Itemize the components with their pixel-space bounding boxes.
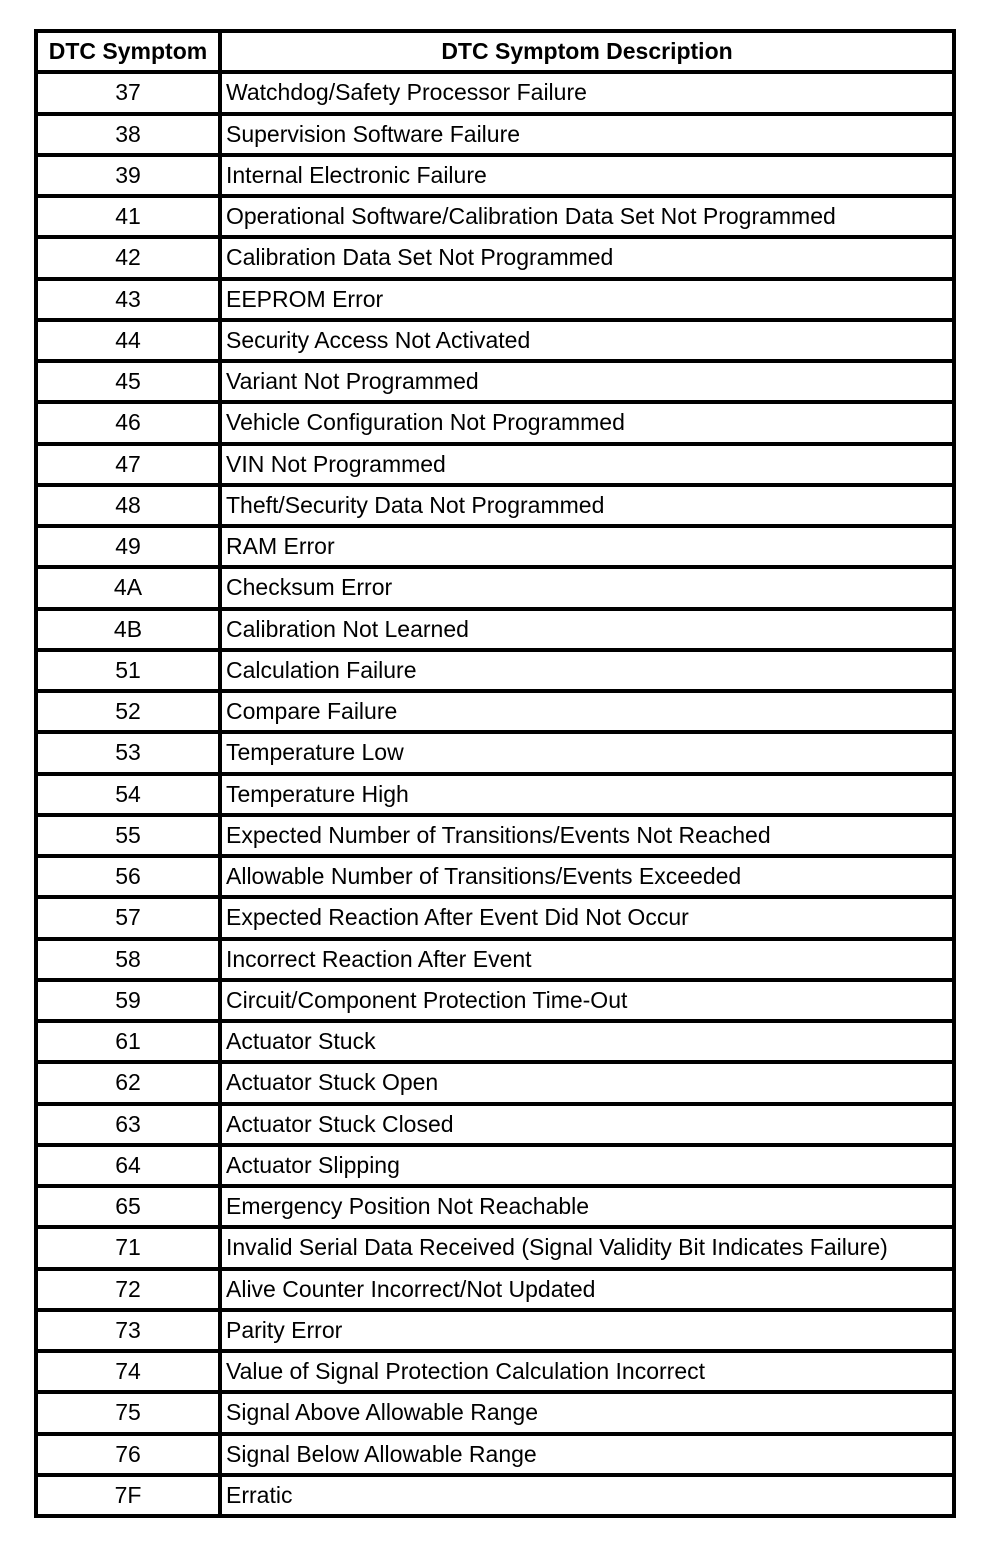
dtc-symptom-code: 44 [38,322,222,359]
dtc-symptom-description: Allowable Number of Transitions/Events Exceeded [226,863,742,890]
dtc-symptom-code: 41 [38,198,222,235]
table-row [38,895,952,936]
dtc-symptom-code: 38 [38,116,222,153]
table-row [38,1473,952,1514]
dtc-symptom-code: 56 [38,858,222,895]
dtc-symptom-description: Erratic [226,1481,293,1508]
table-row [38,813,952,854]
table-row [38,1019,952,1060]
dtc-symptom-description: Calculation Failure [226,656,417,683]
table-row [38,854,952,895]
dtc-symptom-description: Alive Counter Incorrect/Not Updated [226,1275,596,1302]
dtc-symptom-description: VIN Not Programmed [226,450,446,477]
dtc-symptom-description: Signal Above Allowable Range [226,1399,539,1426]
dtc-symptom-description: Checksum Error [226,574,393,601]
table-row [38,277,952,318]
table-row [38,112,952,153]
dtc-symptom-code: 37 [38,74,222,111]
dtc-symptom-code: 39 [38,157,222,194]
table-row [38,772,952,813]
header-dtc-symptom-description: DTC Symptom Description [441,38,733,65]
dtc-symptom-code: 62 [38,1064,222,1101]
table-row [38,70,952,111]
table-row [38,400,952,441]
dtc-symptom-code: 43 [38,281,222,318]
dtc-symptom-code: 72 [38,1271,222,1308]
dtc-symptom-description: Invalid Serial Data Received (Signal Validity Bit Indicates Failure) [226,1234,888,1261]
dtc-symptom-description: Operational Software/Calibration Data Set Not Programmed [226,203,836,230]
dtc-symptom-code: 57 [38,899,222,936]
dtc-symptom-code: 46 [38,404,222,441]
dtc-symptom-description: Theft/Security Data Not Programmed [226,491,605,518]
dtc-symptom-table [34,29,956,1518]
dtc-symptom-code: 49 [38,528,222,565]
table-row [38,1184,952,1225]
dtc-symptom-code: 52 [38,693,222,730]
dtc-symptom-code: 55 [38,817,222,854]
table-row [38,1143,952,1184]
table-row [38,318,952,359]
dtc-symptom-code: 65 [38,1188,222,1225]
dtc-symptom-description: Variant Not Programmed [226,368,479,395]
dtc-symptom-description: Emergency Position Not Reachable [226,1193,590,1220]
table-row [38,1390,952,1431]
dtc-symptom-description: EEPROM Error [226,285,384,312]
dtc-symptom-code: 71 [38,1229,222,1266]
dtc-symptom-description: Actuator Slipping [226,1151,400,1178]
dtc-symptom-code: 61 [38,1023,222,1060]
dtc-symptom-description: Actuator Stuck Open [226,1069,439,1096]
dtc-symptom-code: 47 [38,446,222,483]
dtc-symptom-description: Temperature High [226,780,409,807]
header-dtc-symptom: DTC Symptom [38,33,222,70]
dtc-symptom-code: 42 [38,239,222,276]
table-row [38,1308,952,1349]
dtc-symptom-code: 45 [38,363,222,400]
table-row [38,565,952,606]
dtc-symptom-description: Vehicle Configuration Not Programmed [226,409,625,436]
dtc-symptom-description: Expected Number of Transitions/Events Not Reached [226,821,771,848]
table-row [38,1060,952,1101]
dtc-symptom-description: Parity Error [226,1316,343,1343]
table-row [38,1267,952,1308]
table-row [38,524,952,565]
table-row [38,607,952,648]
dtc-symptom-code: 76 [38,1436,222,1473]
dtc-symptom-code: 7F [38,1477,222,1514]
dtc-symptom-code: 4B [38,611,222,648]
dtc-symptom-description: Watchdog/Safety Processor Failure [226,79,587,106]
table-header-row [38,33,952,70]
table-row [38,730,952,771]
dtc-symptom-code: 59 [38,982,222,1019]
table-row [38,194,952,235]
table-row [38,153,952,194]
table-row [38,1225,952,1266]
dtc-symptom-code: 75 [38,1394,222,1431]
dtc-symptom-description: Temperature Low [226,739,404,766]
dtc-symptom-code: 48 [38,487,222,524]
table-row [38,978,952,1019]
dtc-symptom-code: 74 [38,1353,222,1390]
table-row [38,1102,952,1143]
dtc-symptom-code: 51 [38,652,222,689]
dtc-symptom-description: Value of Signal Protection Calculation Incorrect [226,1358,706,1385]
dtc-symptom-description: Incorrect Reaction After Event [226,945,532,972]
dtc-symptom-description: Compare Failure [226,698,398,725]
dtc-symptom-description: Signal Below Allowable Range [226,1440,537,1467]
dtc-symptom-description: Internal Electronic Failure [226,161,487,188]
dtc-symptom-description: Circuit/Component Protection Time-Out [226,986,628,1013]
dtc-symptom-description: RAM Error [226,533,335,560]
dtc-symptom-description: Actuator Stuck [226,1028,376,1055]
table-row [38,442,952,483]
dtc-symptom-code: 4A [38,569,222,606]
dtc-symptom-description: Actuator Stuck Closed [226,1110,454,1137]
dtc-symptom-code: 73 [38,1312,222,1349]
table-row [38,689,952,730]
dtc-symptom-code: 53 [38,734,222,771]
dtc-symptom-code: 64 [38,1147,222,1184]
dtc-symptom-description: Expected Reaction After Event Did Not Occur [226,904,689,931]
table-row [38,483,952,524]
table-row [38,1432,952,1473]
dtc-symptom-description: Security Access Not Activated [226,326,531,353]
dtc-symptom-code: 63 [38,1106,222,1143]
table-row [38,937,952,978]
dtc-symptom-code: 54 [38,776,222,813]
table-row [38,1349,952,1390]
dtc-symptom-description: Calibration Data Set Not Programmed [226,244,614,271]
dtc-symptom-description: Supervision Software Failure [226,120,521,147]
table-row [38,648,952,689]
dtc-symptom-code: 58 [38,941,222,978]
table-row [38,359,952,400]
table-row [38,235,952,276]
dtc-symptom-description: Calibration Not Learned [226,615,469,642]
